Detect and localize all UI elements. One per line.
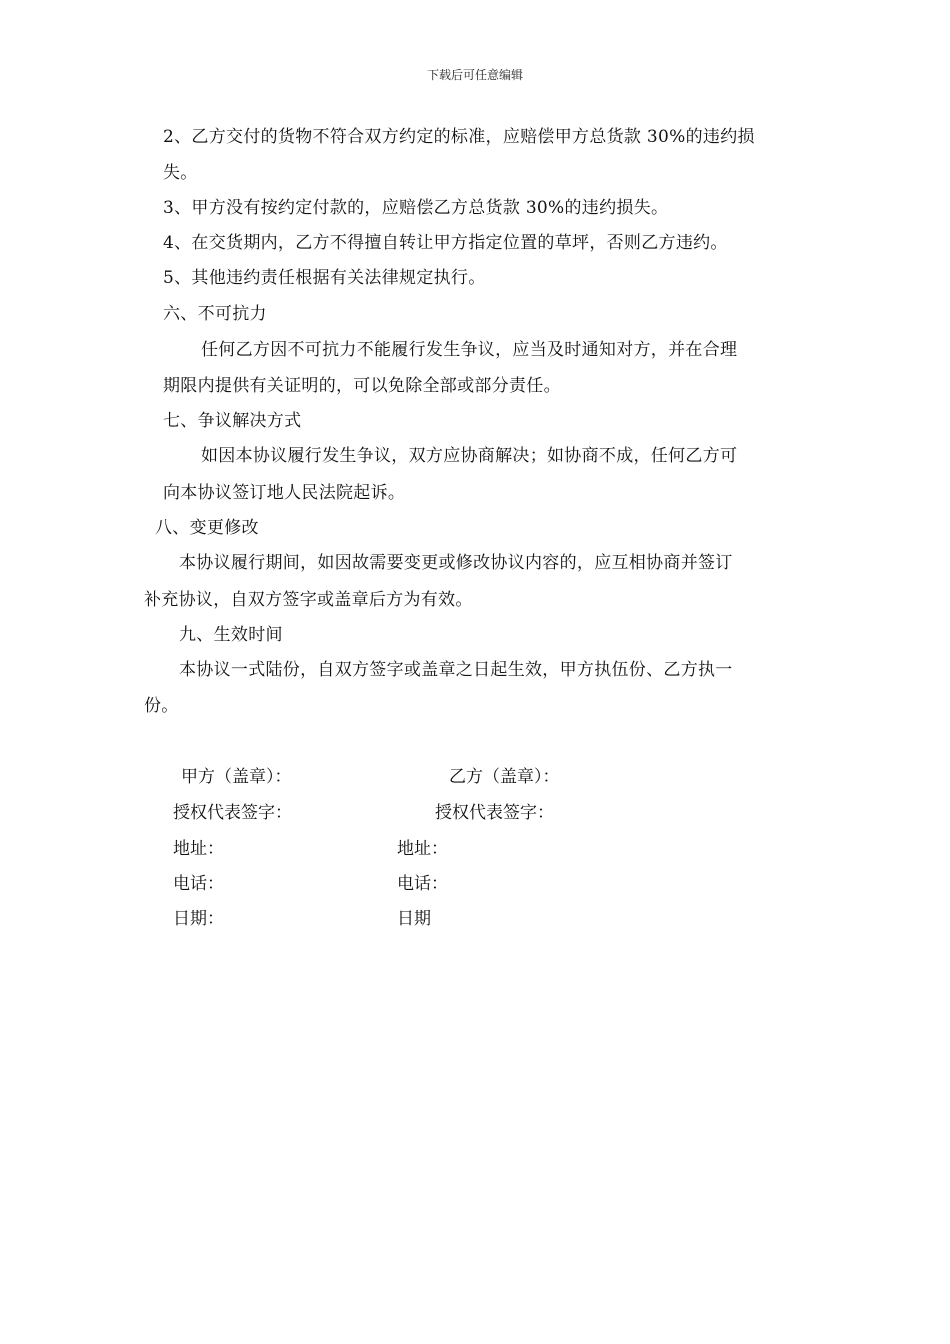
clause-4: 4、在交货期内，乙方不得擅自转让甲方指定位置的草坪，否则乙方违约。 bbox=[163, 233, 728, 253]
section-9-heading: 九、生效时间 bbox=[179, 625, 283, 645]
clause-3: 3、甲方没有按约定付款的，应赔偿乙方总货款 30%的违约损失。 bbox=[163, 198, 669, 218]
party-a-seal-label: 甲方（盖章）： bbox=[181, 767, 292, 787]
section-9-body-line-2: 份。 bbox=[144, 696, 179, 716]
clause-2-line-1: 2、乙方交付的货物不符合双方约定的标准，应赔偿甲方总货款 30%的违约损 bbox=[163, 127, 755, 147]
party-b-address-label: 地址： bbox=[397, 839, 448, 859]
section-9-body-line-1: 本协议一式陆份，自双方签字或盖章之日起生效，甲方执伍份、乙方执一 bbox=[179, 660, 733, 680]
section-8-body-line-2: 补充协议，自双方签字或盖章后方为有效。 bbox=[144, 590, 473, 610]
party-a-phone-label: 电话： bbox=[173, 874, 224, 894]
party-b-date-label: 日期 bbox=[397, 909, 431, 929]
section-6-heading: 六、不可抗力 bbox=[163, 304, 267, 324]
section-6-body-line-2: 期限内提供有关证明的，可以免除全部或部分责任。 bbox=[163, 376, 561, 396]
clause-2-line-2: 失。 bbox=[163, 163, 198, 183]
section-6-body-line-1: 任何乙方因不可抗力不能履行发生争议，应当及时通知对方，并在合理 bbox=[201, 340, 738, 360]
section-8-heading: 八、变更修改 bbox=[155, 518, 259, 538]
party-a-address-label: 地址： bbox=[173, 839, 224, 859]
section-7-body-line-1: 如因本协议履行发生争议，双方应协商解决；如协商不成，任何乙方可 bbox=[201, 446, 738, 466]
party-b-rep-label: 授权代表签字： bbox=[435, 803, 554, 823]
party-b-phone-label: 电话： bbox=[397, 874, 448, 894]
section-7-heading: 七、争议解决方式 bbox=[163, 411, 302, 431]
party-b-seal-label: 乙方（盖章）： bbox=[449, 767, 560, 787]
clause-5: 5、其他违约责任根据有关法律规定执行。 bbox=[163, 268, 486, 288]
section-7-body-line-2: 向本协议签订地人民法院起诉。 bbox=[163, 483, 406, 503]
party-a-date-label: 日期： bbox=[173, 909, 224, 929]
section-8-body-line-1: 本协议履行期间，如因故需要变更或修改协议内容的，应互相协商并签订 bbox=[179, 553, 733, 573]
party-a-rep-label: 授权代表签字： bbox=[173, 803, 292, 823]
page-header: 下载后可任意编辑 bbox=[426, 68, 523, 82]
